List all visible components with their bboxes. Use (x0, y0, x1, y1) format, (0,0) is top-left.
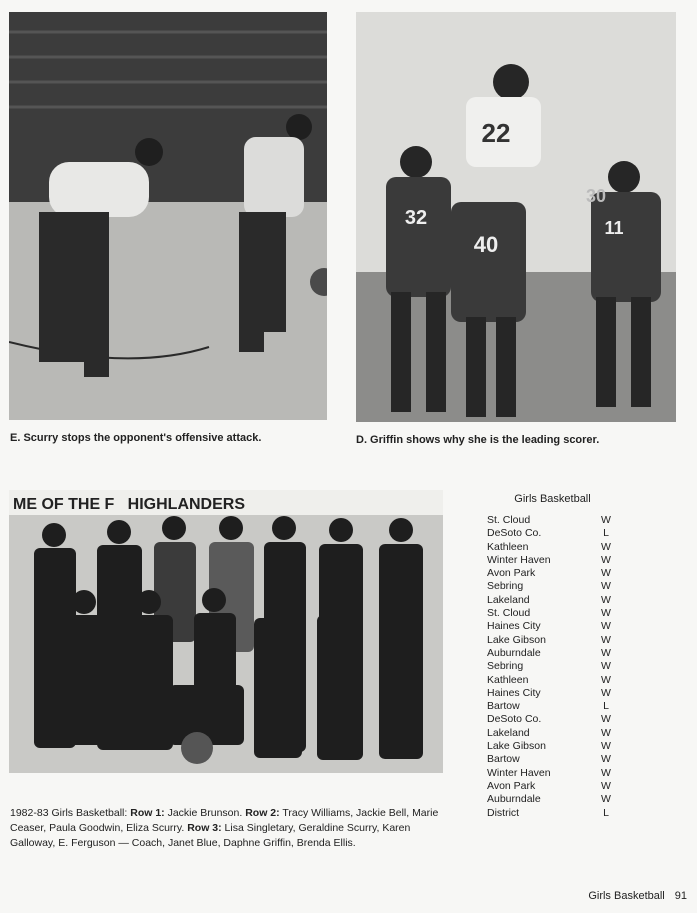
opponent-name: Kathleen (487, 540, 529, 553)
opponent-name: Winter Haven (487, 766, 551, 779)
jersey-number: 30 (585, 186, 607, 206)
season-results (487, 493, 612, 820)
opponent-name: DeSoto Co. (487, 527, 542, 540)
result-row (487, 647, 612, 660)
opponent-name: Avon Park (487, 567, 536, 580)
opponent-name: Lakeland (487, 593, 530, 606)
game-result: W (601, 593, 611, 606)
result-row (487, 727, 612, 740)
game-result: L (603, 527, 609, 540)
game-result: W (601, 766, 611, 779)
page-footer (588, 890, 687, 902)
jersey-number: 32 (404, 207, 428, 229)
opponent-name: Sebring (487, 580, 524, 593)
game-result: W (601, 686, 611, 699)
result-row (487, 620, 612, 633)
row-names: Lisa Singletary, Geraldine Scurry, Karen Galloway, E. Ferguson — Coach, Janet Blue, Daphne Griffin, Brenda Ellis. (10, 822, 411, 849)
game-result: W (601, 567, 611, 580)
result-row (487, 793, 612, 806)
game-result: L (603, 700, 609, 713)
opponent-name: Auburndale (487, 793, 541, 806)
result-row (487, 660, 612, 673)
photo-griffin-jump (356, 12, 676, 422)
game-result: W (601, 726, 611, 739)
game-result: W (601, 633, 611, 646)
result-row (487, 807, 612, 820)
caption-prefix: 1982-83 Girls Basketball: (10, 807, 131, 819)
gym-banner: ME OF THE F HIGHLANDERS (13, 496, 245, 513)
game-result: W (601, 514, 611, 526)
opponent-name: Kathleen (487, 673, 529, 686)
result-row (487, 780, 612, 793)
opponent-name: St. Cloud (487, 514, 531, 526)
row-label: Row 2: (245, 807, 280, 819)
opponent-name: Lake Gibson (487, 740, 546, 753)
opponent-name: Lake Gibson (487, 633, 546, 646)
row-label: Row 3: (187, 822, 222, 834)
game-result: W (601, 713, 611, 726)
result-row (487, 713, 612, 726)
game-result: W (601, 580, 611, 593)
row-names: Tracy Williams, Jackie Bell, Marie Ceaser, Paula Goodwin, Eliza Scurry. (10, 807, 439, 834)
opponent-name: DeSoto Co. (487, 713, 542, 726)
result-row (487, 594, 612, 607)
game-result: W (601, 620, 611, 633)
result-row (487, 700, 612, 713)
jersey-number: 22 (481, 118, 511, 148)
opponent-name: Winter Haven (487, 553, 551, 566)
game-result: W (601, 740, 611, 753)
game-result: W (601, 779, 611, 792)
results-list (487, 514, 612, 820)
game-result: W (601, 646, 611, 659)
result-row (487, 567, 612, 580)
result-row (487, 753, 612, 766)
opponent-name: Avon Park (487, 779, 536, 792)
opponent-name: Haines City (487, 686, 541, 699)
jersey-number: 40 (473, 232, 499, 257)
page-number: 91 (674, 890, 687, 902)
row-names: Jackie Brunson. (164, 807, 246, 819)
game-result: W (601, 753, 611, 766)
opponent-name: Haines City (487, 620, 541, 633)
result-row (487, 740, 612, 753)
results-title: Girls Basketball (514, 493, 591, 505)
opponent-name: District (487, 806, 520, 819)
opponent-name: St. Cloud (487, 607, 531, 620)
game-result: W (601, 553, 611, 566)
result-row (487, 541, 612, 554)
result-row (487, 527, 612, 540)
result-row (487, 554, 612, 567)
result-row (487, 607, 612, 620)
opponent-name: Lakeland (487, 726, 530, 739)
photo-caption: E. Scurry stops the opponent's offensive attack. (10, 432, 262, 444)
result-row (487, 634, 612, 647)
opponent-name: Sebring (487, 660, 524, 673)
result-row (487, 514, 612, 527)
team-photo (9, 490, 443, 773)
result-row (487, 580, 612, 593)
opponent-name: Auburndale (487, 646, 541, 659)
game-result: W (601, 673, 611, 686)
result-row (487, 674, 612, 687)
game-result: W (601, 793, 611, 806)
opponent-name: Bartow (487, 753, 520, 766)
opponent-name: Bartow (487, 700, 520, 713)
photo-caption: D. Griffin shows why she is the leading scorer. (356, 434, 600, 446)
game-result: W (601, 607, 611, 620)
result-row (487, 687, 612, 700)
row-label: Row 1: (130, 807, 165, 819)
jersey-number: 11 (604, 218, 624, 238)
section-name: Girls Basketball (588, 890, 665, 902)
photo-scurry-defense (9, 12, 327, 420)
game-result: W (601, 540, 611, 553)
game-result: L (603, 806, 609, 819)
team-roster-caption (10, 806, 450, 851)
result-row (487, 767, 612, 780)
game-result: W (601, 660, 611, 673)
